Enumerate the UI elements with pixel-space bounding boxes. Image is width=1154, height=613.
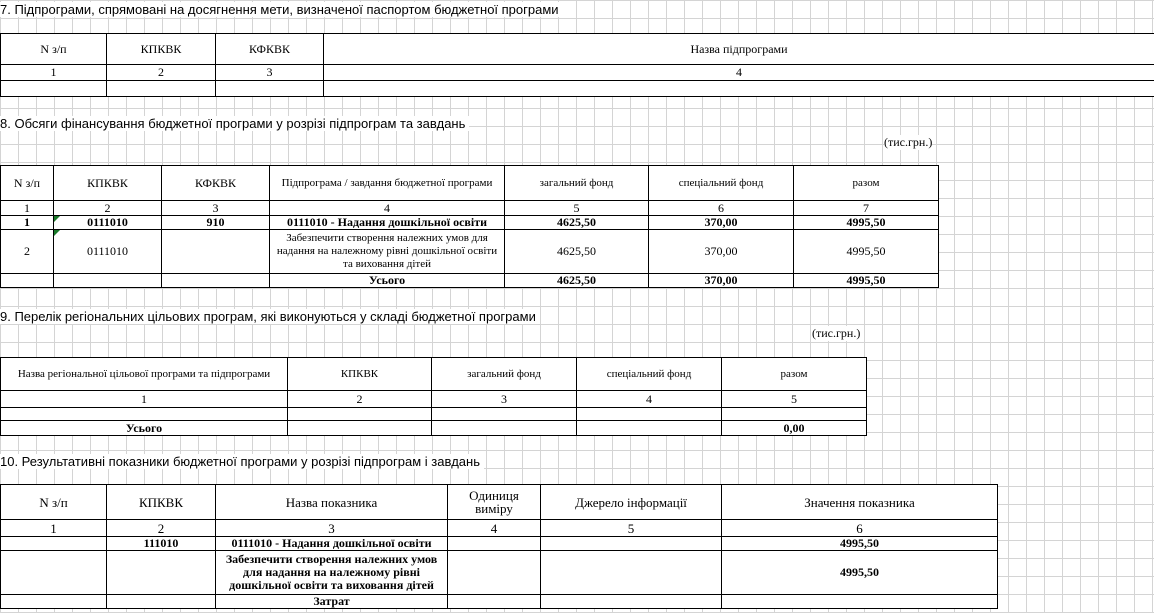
s10-row-kpkvk: 111010 xyxy=(107,537,216,551)
section-10-table xyxy=(0,484,998,609)
s8-colnum: 5 xyxy=(505,201,649,216)
s9-total-label: Усього xyxy=(1,421,288,436)
s9-total-empty xyxy=(432,421,577,436)
section-9-table xyxy=(0,357,867,436)
s10-row-name: Забезпечити створення належних умов для надання на належному рівні дошкільної освіти та виховання дітей xyxy=(216,551,448,595)
s8-row-name: Забезпечити створення належних умов для надання на належному рівні дошкільної освіти та виховання дітей xyxy=(270,230,505,274)
s10-row-n xyxy=(1,595,107,609)
s9-empty-cell xyxy=(577,408,722,421)
s8-colnum: 3 xyxy=(162,201,270,216)
s10-row-n xyxy=(1,551,107,595)
s8-total-empty xyxy=(54,274,162,288)
s7-empty-cell xyxy=(107,81,216,97)
total-row xyxy=(1,274,939,288)
s9-colnum: 4 xyxy=(577,391,722,408)
s8-row-kfkvk: 910 xyxy=(162,216,270,230)
s9-header-program: Назва регіональної цільової програми та підпрограми xyxy=(1,358,288,391)
s10-row-unit xyxy=(448,595,541,609)
s8-header-kfkvk: КФКВК xyxy=(162,166,270,201)
s8-total-special: 370,00 xyxy=(649,274,794,288)
s10-colnum: 5 xyxy=(541,520,722,537)
s8-total-general: 4625,50 xyxy=(505,274,649,288)
s8-header-special-fund: спеціальний фонд xyxy=(649,166,794,201)
s10-header-value: Значення показника xyxy=(722,485,998,520)
table-row xyxy=(1,216,939,230)
s8-row-name: 0111010 - Надання дошкільної освіти xyxy=(270,216,505,230)
s10-header-n: N з/п xyxy=(1,485,107,520)
s8-colnum: 7 xyxy=(794,201,939,216)
s8-header-total: разом xyxy=(794,166,939,201)
s7-empty-cell xyxy=(1,81,107,97)
s8-header-n: N з/п xyxy=(1,166,54,201)
s10-row-value: 4995,50 xyxy=(722,551,998,595)
s8-row-n: 2 xyxy=(1,230,54,274)
s7-colnum: 1 xyxy=(1,65,107,81)
table-row xyxy=(1,595,998,609)
s9-header-kpkvk: КПКВК xyxy=(288,358,432,391)
table-row xyxy=(1,230,939,274)
s9-empty-cell xyxy=(288,408,432,421)
s9-colnum: 3 xyxy=(432,391,577,408)
section-8-title: 8. Обсяги фінансування бюджетної програми у розрізі підпрограм та завдань xyxy=(0,116,469,131)
section-10-title: 10. Результативні показники бюджетної програми у розрізі підпрограм і завдань xyxy=(0,454,484,469)
s9-colnum: 5 xyxy=(722,391,867,408)
s7-header-kpkvk: КПКВК xyxy=(107,34,216,65)
s10-colnum: 2 xyxy=(107,520,216,537)
s7-colnum: 4 xyxy=(324,65,1154,81)
s8-row-general: 4625,50 xyxy=(505,216,649,230)
s8-colnum: 2 xyxy=(54,201,162,216)
s10-row-name: 0111010 - Надання дошкільної освіти xyxy=(216,537,448,551)
s10-row-source xyxy=(541,537,722,551)
s10-row-n xyxy=(1,537,107,551)
s9-total-empty xyxy=(288,421,432,436)
s9-colnum: 1 xyxy=(1,391,288,408)
s10-header-kpkvk: КПКВК xyxy=(107,485,216,520)
s10-header-unit: Одиниця виміру xyxy=(448,485,541,520)
s8-colnum: 4 xyxy=(270,201,505,216)
s9-header-total: разом xyxy=(722,358,867,391)
section-7-table xyxy=(0,33,1154,97)
s7-header-name: Назва підпрограми xyxy=(324,34,1154,65)
section-9-title: 9. Перелік регіональних цільових програм, які виконуються у складі бюджетної програми xyxy=(0,309,540,324)
s8-total-empty xyxy=(162,274,270,288)
s10-row-value xyxy=(722,595,998,609)
section-8-table xyxy=(0,165,939,288)
s7-colnum: 3 xyxy=(216,65,324,81)
s9-total-empty xyxy=(577,421,722,436)
s10-row-name: Затрат xyxy=(216,595,448,609)
s9-header-general-fund: загальний фонд xyxy=(432,358,577,391)
s10-row-unit xyxy=(448,551,541,595)
total-row xyxy=(1,421,867,436)
s10-row-value: 4995,50 xyxy=(722,537,998,551)
s8-header-task: Підпрограма / завдання бюджетної програми xyxy=(270,166,505,201)
s8-total-total: 4995,50 xyxy=(794,274,939,288)
s10-colnum: 4 xyxy=(448,520,541,537)
section-8-unit: (тис.грн.) xyxy=(884,135,933,149)
s9-empty-cell xyxy=(432,408,577,421)
s7-empty-cell xyxy=(324,81,1154,97)
s8-row-special: 370,00 xyxy=(649,216,794,230)
section-9-unit: (тис.грн.) xyxy=(812,326,861,340)
s8-row-general: 4625,50 xyxy=(505,230,649,274)
s8-colnum: 6 xyxy=(649,201,794,216)
s10-row-kpkvk xyxy=(107,595,216,609)
s7-header-kfkvk: КФКВК xyxy=(216,34,324,65)
s8-row-kfkvk xyxy=(162,230,270,274)
s9-empty-cell xyxy=(1,408,288,421)
s10-colnum: 3 xyxy=(216,520,448,537)
s8-row-special: 370,00 xyxy=(649,230,794,274)
s9-empty-cell xyxy=(722,408,867,421)
s8-row-kpkvk: 0111010 xyxy=(54,216,162,230)
s10-colnum: 1 xyxy=(1,520,107,537)
s9-header-special-fund: спеціальний фонд xyxy=(577,358,722,391)
s10-header-source: Джерело інформації xyxy=(541,485,722,520)
s10-row-source xyxy=(541,595,722,609)
s8-colnum: 1 xyxy=(1,201,54,216)
s8-row-total: 4995,50 xyxy=(794,216,939,230)
s8-row-total: 4995,50 xyxy=(794,230,939,274)
table-row xyxy=(1,551,998,595)
s8-row-kpkvk: 0111010 xyxy=(54,230,162,274)
s10-colnum: 6 xyxy=(722,520,998,537)
s9-total-total: 0,00 xyxy=(722,421,867,436)
s10-row-source xyxy=(541,551,722,595)
s8-total-label: Усього xyxy=(270,274,505,288)
s10-row-kpkvk xyxy=(107,551,216,595)
table-row xyxy=(1,537,998,551)
s8-row-n: 1 xyxy=(1,216,54,230)
s7-empty-cell xyxy=(216,81,324,97)
s8-header-general-fund: загальний фонд xyxy=(505,166,649,201)
section-7-title: 7. Підпрограми, спрямовані на досягнення мети, визначеної паспортом бюджетної програми xyxy=(0,2,563,17)
s10-row-unit xyxy=(448,537,541,551)
s8-header-kpkvk: КПКВК xyxy=(54,166,162,201)
s8-total-empty xyxy=(1,274,54,288)
s7-colnum: 2 xyxy=(107,65,216,81)
s9-colnum: 2 xyxy=(288,391,432,408)
s10-header-indicator: Назва показника xyxy=(216,485,448,520)
s7-header-n: N з/п xyxy=(1,34,107,65)
